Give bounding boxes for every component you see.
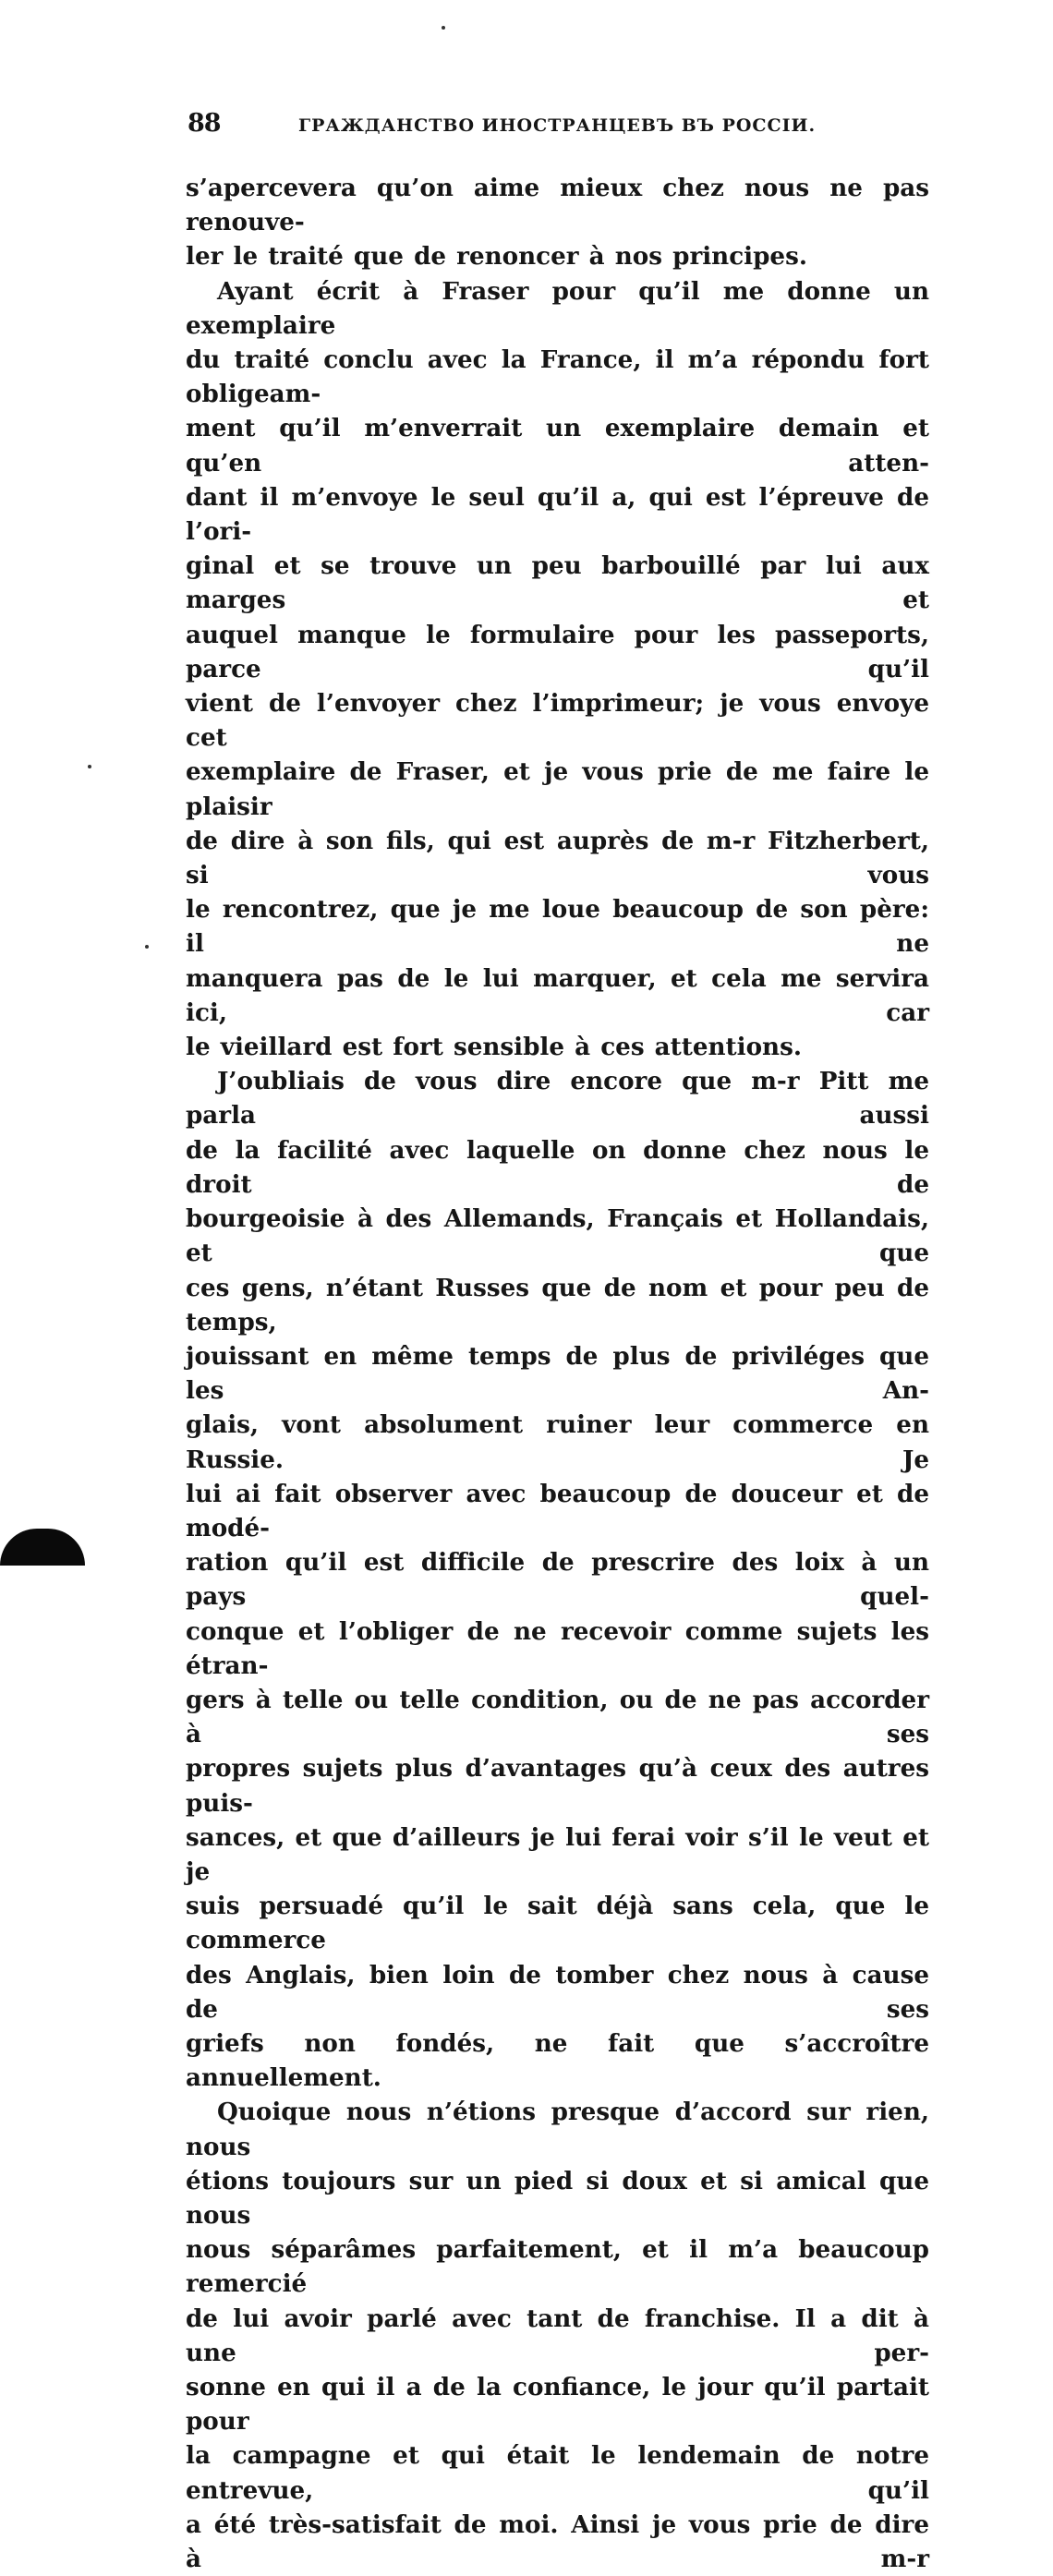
- text-line: s’apercevera qu’on aime mieux chez nous ne pas renouve-: [186, 174, 929, 237]
- text-line: ces gens, n’étant Russes que de nom et pour peu de temps,: [186, 1273, 929, 1336]
- text-line: sonne en qui il a de la confiance, le jour qu’il partait pour: [186, 2373, 929, 2437]
- text-line: le rencontrez, que je me loue beaucoup de son père: il ne: [186, 895, 929, 959]
- text-line: du traité conclu avec la France, il m’a répondu fort obligeam-: [186, 345, 929, 409]
- text-line: ment qu’il m’enverrait un exemplaire demain et qu’en atten-: [186, 414, 929, 478]
- text-line: manquera pas de le lui marquer, et cela me servira ici, car: [186, 963, 929, 1027]
- text-line: nous séparâmes parfaitement, et il m’a beaucoup remercié: [186, 2235, 929, 2299]
- text-line: de dire à son fils, qui est auprès de m-r Fitzherbert, si vous: [186, 826, 929, 890]
- text-line: J’oubliais de vous dire encore que m-r Pitt me parla aussi: [186, 1067, 929, 1131]
- scan-speck: [145, 945, 149, 949]
- text-line: conque et l’obliger de ne recevoir comme sujets les étran-: [186, 1616, 929, 1680]
- text-line: des Anglais, bien loin de tomber chez nous à cause de ses: [186, 1960, 929, 2024]
- text-line: ler le traité que de renoncer à nos principes.: [186, 242, 807, 272]
- text-line: Quoique nous n’étions presque d’accord sur rien, nous: [186, 2098, 929, 2161]
- text-line: la campagne et qui était le lendemain de notre entrevue, qu’il: [186, 2441, 929, 2505]
- text-line: ration qu’il est difficile de prescrire des loix à un pays quel-: [186, 1548, 929, 1612]
- page-number: 88: [188, 109, 221, 138]
- text-line: Ayant écrit à Fraser pour qu’il me donne un exemplaire: [186, 276, 929, 340]
- text-line: bourgeoisie à des Allemands, Français et Hollandais, et que: [186, 1204, 929, 1268]
- text-line: gers à telle ou telle condition, ou de ne pas accorder à ses: [186, 1685, 929, 1749]
- text-line: sances, et que d’ailleurs je lui ferai voir s’il le veut et je: [186, 1822, 929, 1886]
- text-line: de la facilité avec laquelle on donne chez nous le droit de: [186, 1135, 929, 1199]
- text-line: jouissant en même temps de plus de priviléges que les An-: [186, 1341, 929, 1406]
- text-line: suis persuadé qu’il le sait déjà sans cela, que le commerce: [186, 1892, 929, 1955]
- scan-speck: [442, 26, 445, 30]
- text-line: propres sujets plus d’avantages qu’à ceux des autres puis-: [186, 1754, 929, 1818]
- text-line: exemplaire de Fraser, et je vous prie de me faire le plaisir: [186, 757, 929, 821]
- ink-blot: [0, 1529, 85, 1566]
- text-line: auquel manque le formulaire pour les passeports, parce qu’il: [186, 620, 929, 683]
- scan-speck: [88, 765, 91, 768]
- text-line: de lui avoir parlé avec tant de franchise. Il a dit à une per-: [186, 2304, 929, 2367]
- page-header: [188, 109, 926, 146]
- running-head: ГРАЖДАНСТВО ИНОСТРАНЦЕВЪ ВЪ РОССІИ.: [298, 115, 817, 136]
- body-text: [186, 171, 929, 2576]
- text-line: étions toujours sur un pied si doux et si amical que nous: [186, 2166, 929, 2230]
- text-line: ginal et se trouve un peu barbouillé par lui aux marges et: [186, 551, 929, 615]
- text-line: a été très-satisfait de moi. Ainsi je vous prie de dire à m-r: [186, 2509, 929, 2574]
- text-line: glais, vont absolument ruiner leur commerce en Russie. Je: [186, 1410, 929, 1474]
- text-line: dant il m’envoye le seul qu’il a, qui est l’épreuve de l’ori-: [186, 482, 929, 547]
- text-line: griefs non fondés, ne fait que s’accroître annuellement.: [186, 2028, 929, 2093]
- text-line: lui ai fait observer avec beaucoup de douceur et de modé-: [186, 1479, 929, 1542]
- text-line: vient de l’envoyer chez l’imprimeur; je vous envoye cet: [186, 689, 929, 753]
- text-line: le vieillard est fort sensible à ces attentions.: [186, 1033, 802, 1062]
